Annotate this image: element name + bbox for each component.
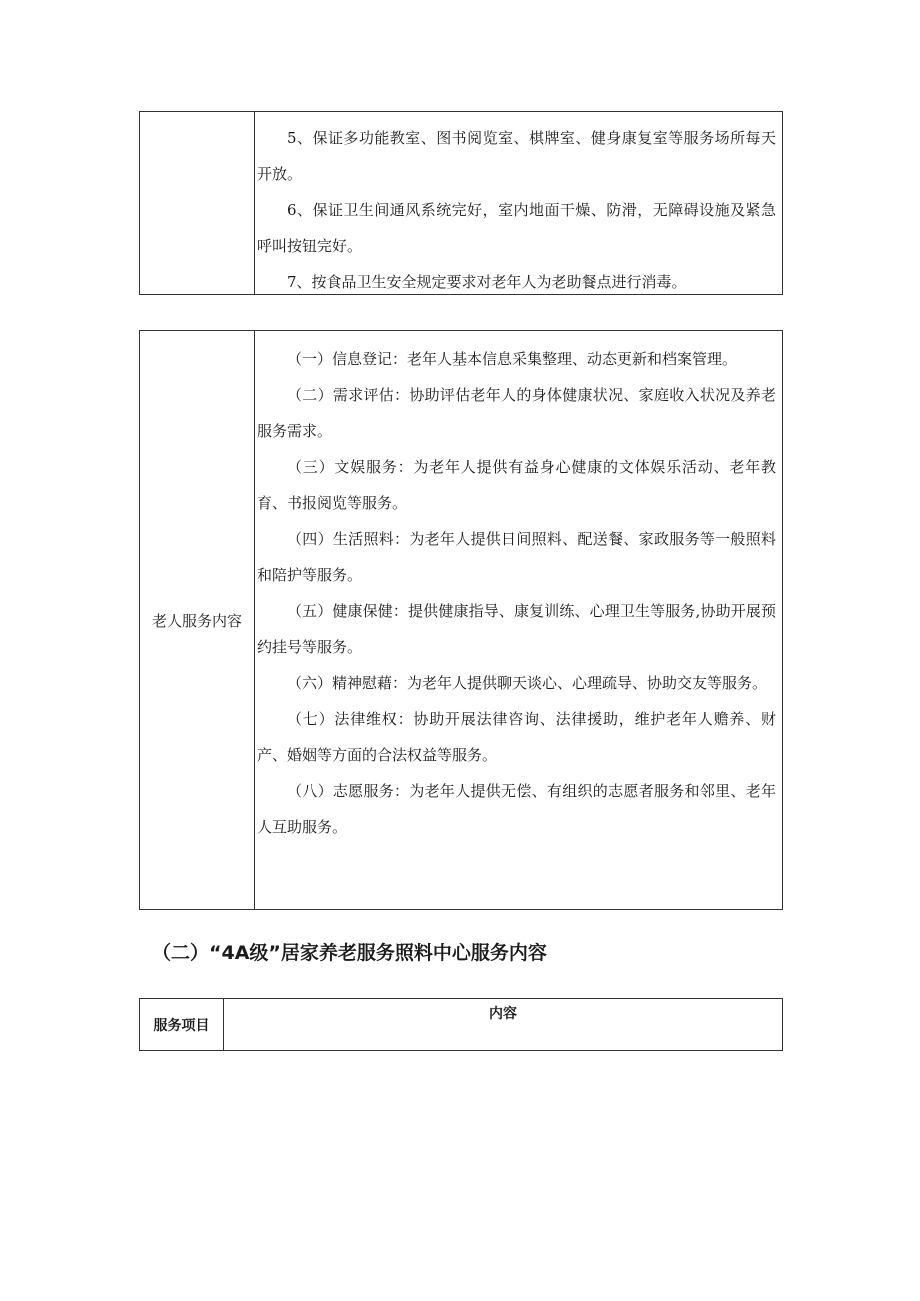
section-heading-prefix: （二） bbox=[152, 942, 210, 964]
list-item: （六）精神慰藉：为老年人提供聊天谈心、心理疏导、协助交友等服务。 bbox=[287, 674, 768, 692]
table-top-content-cell bbox=[255, 112, 782, 294]
list-item: （三）文娱服务：为老年人提供有益身心健康的文体娱乐活动、老年教育、书报阅览等服务。 bbox=[257, 458, 776, 512]
table-top-label-cell bbox=[140, 112, 255, 294]
section-heading-bold: “4A级” bbox=[209, 942, 281, 964]
section-heading bbox=[152, 938, 792, 965]
table-bottom-header-col2 bbox=[224, 999, 782, 1050]
table-services-content-cell bbox=[255, 331, 782, 909]
list-item: 6、保证卫生间通风系统完好，室内地面干燥、防滑，无障碍设施及紧急呼叫按钮完好。 bbox=[257, 201, 776, 255]
table-top bbox=[139, 111, 783, 295]
table-services-label-cell bbox=[140, 331, 255, 909]
list-item: （八）志愿服务：为老年人提供无偿、有组织的志愿者服务和邻里、老年人互助服务。 bbox=[257, 782, 776, 836]
list-item: （七）法律维权：协助开展法律咨询、法律援助，维护老年人赡养、财产、婚姻等方面的合法权益等服务。 bbox=[257, 710, 776, 764]
column-header-service-item: 服务项目 bbox=[153, 1017, 210, 1034]
list-item: （五）健康保健：提供健康指导、康复训练、心理卫生等服务,协助开展预约挂号等服务。 bbox=[257, 602, 776, 656]
list-item: （一）信息登记：老年人基本信息采集整理、动态更新和档案管理。 bbox=[287, 350, 738, 368]
table-bottom-header-col1 bbox=[140, 999, 224, 1050]
services-label: 老人服务内容 bbox=[151, 611, 242, 630]
list-item: （四）生活照料：为老年人提供日间照料、配送餐、家政服务等一般照料和陪护等服务。 bbox=[257, 530, 776, 584]
column-header-content: 内容 bbox=[489, 1006, 517, 1022]
list-item: （二）需求评估：协助评估老年人的身体健康状况、家庭收入状况及养老服务需求。 bbox=[257, 386, 776, 440]
section-heading-suffix: 居家养老服务照料中心服务内容 bbox=[280, 942, 547, 964]
table-bottom bbox=[139, 998, 783, 1051]
list-item: 5、保证多功能教室、图书阅览室、棋牌室、健身康复室等服务场所每天开放。 bbox=[257, 129, 776, 183]
table-services bbox=[139, 330, 783, 910]
list-item: 7、按食品卫生安全规定要求对老年人为老助餐点进行消毒。 bbox=[287, 273, 687, 291]
